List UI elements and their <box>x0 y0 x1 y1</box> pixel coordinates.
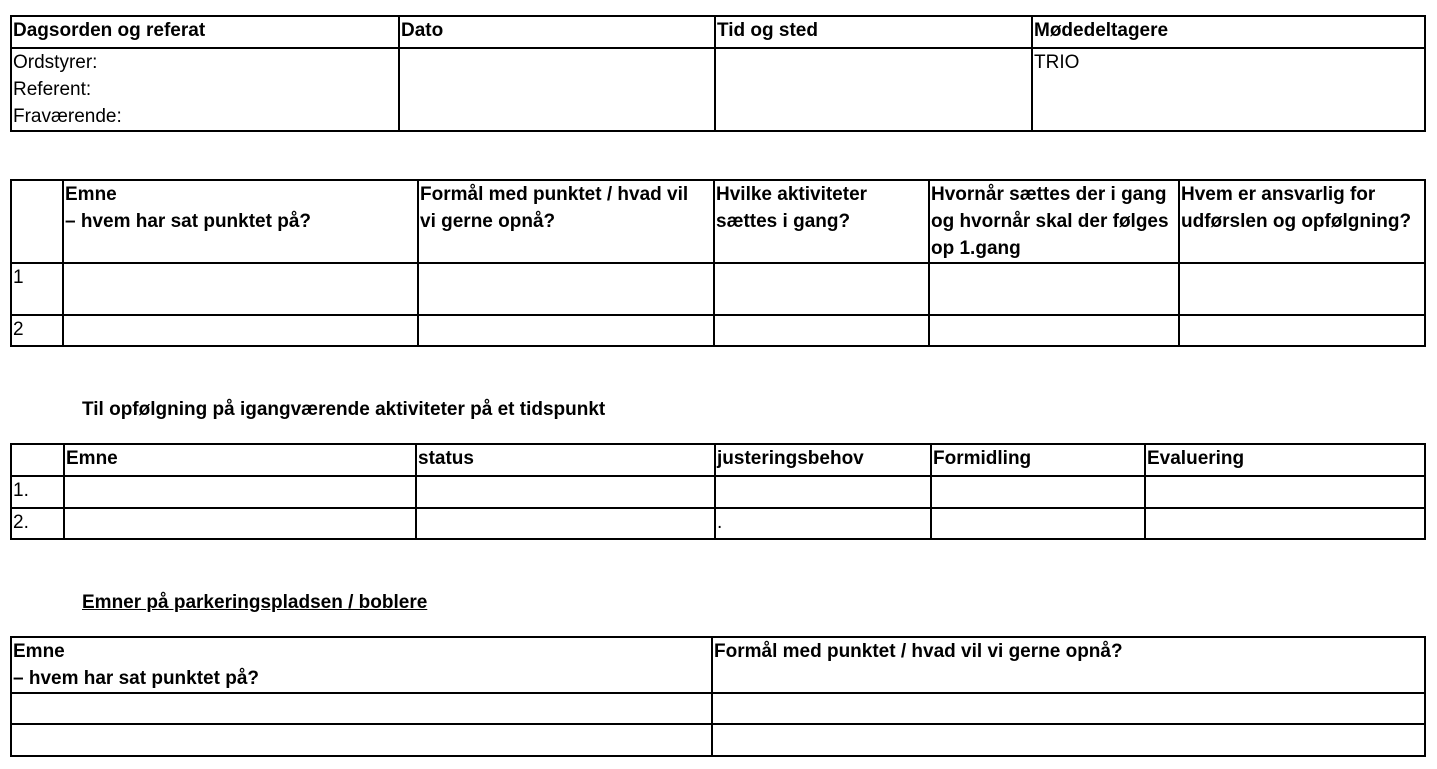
meeting-header-row <box>11 16 1425 48</box>
followup-cell-emne[interactable] <box>64 508 416 539</box>
parking-header-formaal: Formål med punktet / hvad vil vi gerne opnå? <box>712 637 1425 693</box>
parking-heading: Emner på parkeringspladsen / boblere <box>82 592 428 613</box>
row-number: 1 <box>11 263 63 315</box>
followup-cell-emne[interactable] <box>64 476 416 508</box>
followup-header-status: status <box>416 444 715 476</box>
followup-cell-justeringsbehov[interactable]: . <box>715 508 931 539</box>
header-tid-og-sted: Tid og sted <box>715 16 1032 48</box>
followup-cell-evaluering[interactable] <box>1145 476 1425 508</box>
role-fravaerende: Fraværende: <box>13 106 122 127</box>
followup-header-number <box>11 444 64 476</box>
row-number: 2. <box>11 508 64 539</box>
agenda-header-aktiviteter: Hvilke aktiviteter sættes i gang? <box>714 180 929 263</box>
meeting-info-table <box>10 15 1426 132</box>
header-dagsorden: Dagsorden og referat <box>11 16 399 48</box>
deltagere-cell[interactable]: TRIO <box>1032 48 1425 131</box>
followup-cell-justeringsbehov[interactable] <box>715 476 931 508</box>
parking-header-emne: Emne – hvem har sat punktet på? <box>11 637 712 693</box>
row-number: 2 <box>11 315 63 346</box>
parking-header-row <box>11 637 1425 693</box>
agenda-header-row <box>11 180 1425 263</box>
followup-header-row <box>11 444 1425 476</box>
dato-cell[interactable] <box>399 48 715 131</box>
agenda-header-formaal: Formål med punktet / hvad vil vi gerne opnå? <box>418 180 714 263</box>
table-row <box>11 315 1425 346</box>
followup-header-emne: Emne <box>64 444 416 476</box>
agenda-table <box>10 179 1426 347</box>
agenda-cell-emne[interactable] <box>63 315 418 346</box>
agenda-cell-ansvarlig[interactable] <box>1179 315 1425 346</box>
role-referent: Referent: <box>13 79 92 100</box>
agenda-header-ansvarlig: Hvem er ansvarlig for udførslen og opfølgning? <box>1179 180 1425 263</box>
followup-cell-formidling[interactable] <box>931 508 1145 539</box>
agenda-cell-aktiviteter[interactable] <box>714 263 929 315</box>
agenda-cell-formaal[interactable] <box>418 315 714 346</box>
followup-cell-status[interactable] <box>416 508 715 539</box>
followup-table <box>10 443 1426 540</box>
agenda-cell-emne[interactable] <box>63 263 418 315</box>
agenda-cell-formaal[interactable] <box>418 263 714 315</box>
agenda-header-hvornaar: Hvornår sættes der i gang og hvornår skal der følges op 1.gang <box>929 180 1179 263</box>
table-row <box>11 263 1425 315</box>
parking-cell-emne[interactable] <box>11 724 712 756</box>
header-modedeltagere: Mødedeltagere <box>1032 16 1425 48</box>
followup-cell-status[interactable] <box>416 476 715 508</box>
table-row <box>11 724 1425 756</box>
parking-cell-formaal[interactable] <box>712 693 1425 724</box>
role-ordstyrer: Ordstyrer: <box>13 52 98 73</box>
table-row <box>11 693 1425 724</box>
table-row <box>11 476 1425 508</box>
meeting-info-row <box>11 48 1425 131</box>
row-number: 1. <box>11 476 64 508</box>
agenda-cell-ansvarlig[interactable] <box>1179 263 1425 315</box>
followup-header-justeringsbehov: justeringsbehov <box>715 444 931 476</box>
parking-cell-emne[interactable] <box>11 693 712 724</box>
header-dato: Dato <box>399 16 715 48</box>
agenda-cell-hvornaar[interactable] <box>929 315 1179 346</box>
followup-cell-formidling[interactable] <box>931 476 1145 508</box>
agenda-cell-aktiviteter[interactable] <box>714 315 929 346</box>
followup-header-formidling: Formidling <box>931 444 1145 476</box>
agenda-header-number <box>11 180 63 263</box>
tid-og-sted-cell[interactable] <box>715 48 1032 131</box>
parking-cell-formaal[interactable] <box>712 724 1425 756</box>
followup-header-evaluering: Evaluering <box>1145 444 1425 476</box>
agenda-cell-hvornaar[interactable] <box>929 263 1179 315</box>
table-row <box>11 508 1425 539</box>
roles-cell[interactable] <box>11 48 399 131</box>
followup-cell-evaluering[interactable] <box>1145 508 1425 539</box>
followup-heading: Til opfølgning på igangværende aktiviteter på et tidspunkt <box>82 399 606 420</box>
agenda-header-emne: Emne – hvem har sat punktet på? <box>63 180 418 263</box>
parking-table <box>10 636 1426 757</box>
